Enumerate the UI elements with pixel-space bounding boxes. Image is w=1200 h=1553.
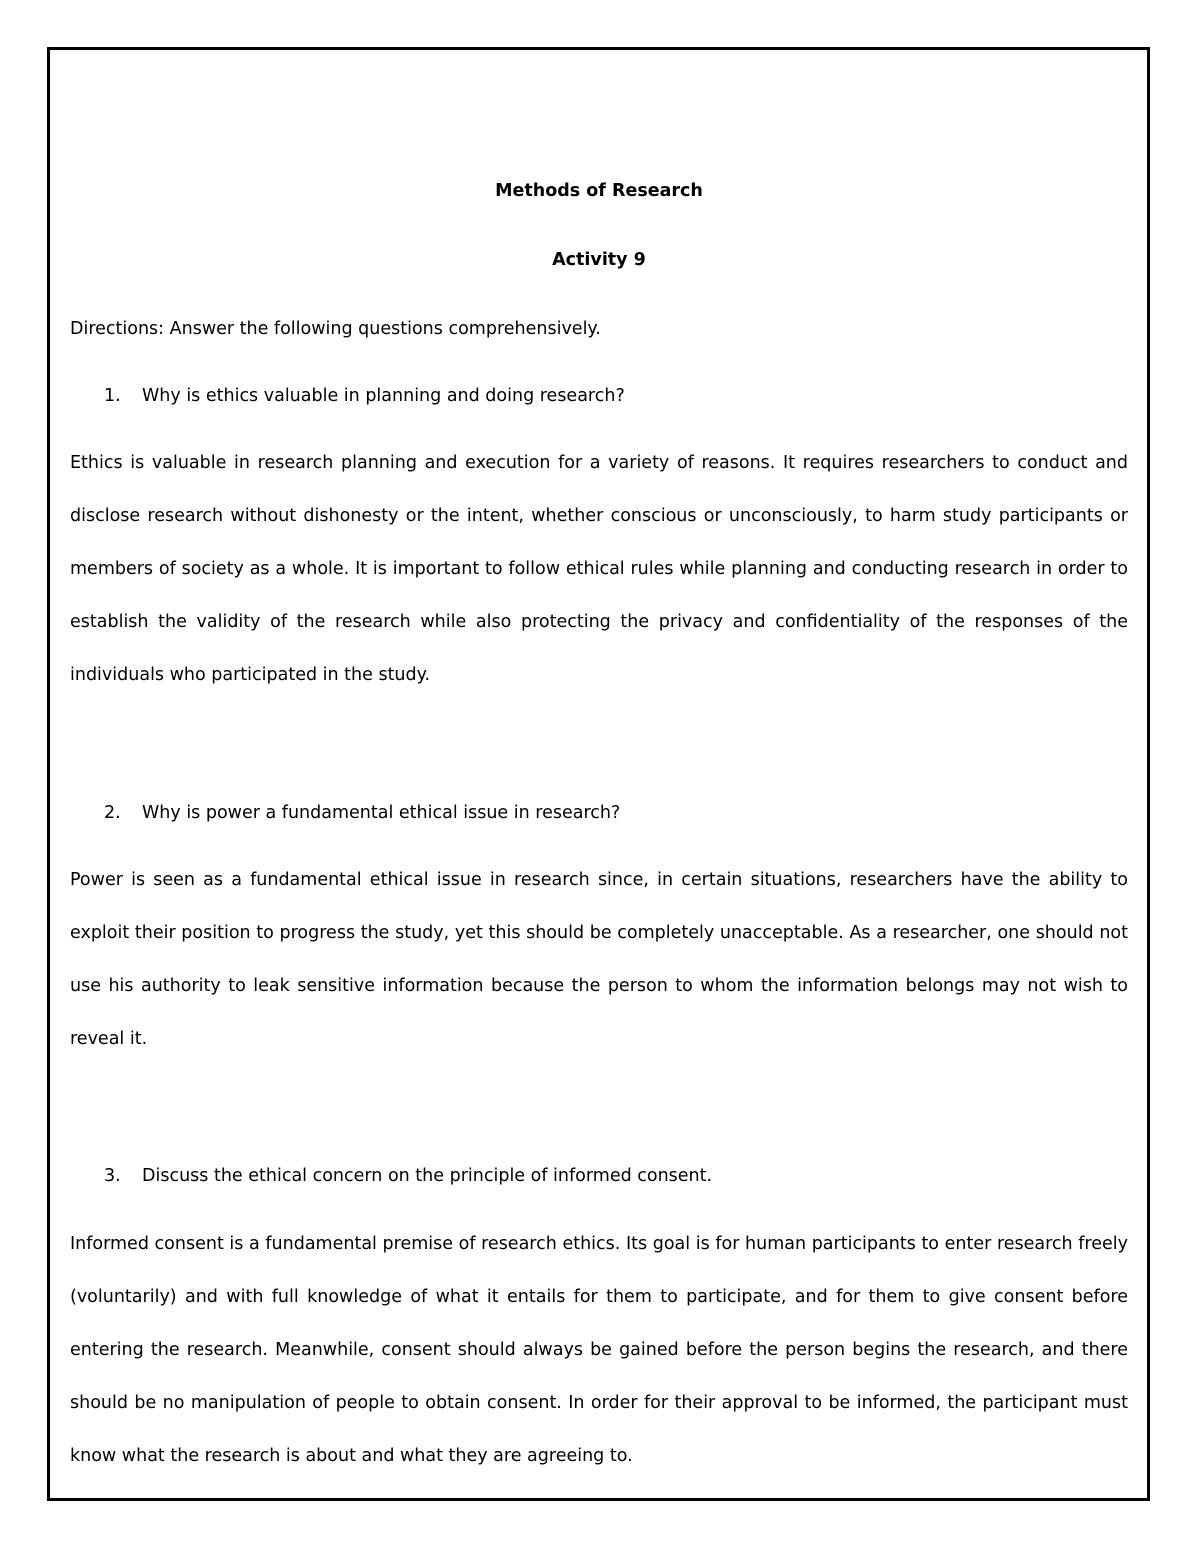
activity-heading: Activity 9: [552, 250, 646, 270]
question-number: 3.: [104, 1166, 121, 1186]
question-number: 2.: [104, 803, 121, 823]
question-text: Discuss the ethical concern on the principle of informed consent.: [142, 1166, 713, 1186]
question-text: Why is ethics valuable in planning and doing research?: [142, 386, 625, 406]
answer-paragraph: Ethics is valuable in research planning and execution for a variety of reasons. It requires researchers to conduct and disclose research without dishonesty or the intent, whether conscious or unconsciously, to harm study participants or members of society as a whole. It is important to follow ethical rules while planning and conducting research in order to establish the validity of the research while also protecting the privacy and confidentiality of the responses of the individuals who participated in the study.: [70, 453, 1128, 685]
question-number: 1.: [104, 386, 121, 406]
document-title: Methods of Research: [495, 181, 703, 201]
answer-paragraph: Informed consent is a fundamental premise of research ethics. Its goal is for human participants to enter research freely (voluntarily) and with full knowledge of what it entails for them to participate, and for them to give consent before entering the research. Meanwhile, consent should always be gained before the person begins the research, and there should be no manipulation of people to obtain consent. In order for their approval to be informed, the participant must know what the research is about and what they are agreeing to.: [70, 1234, 1128, 1466]
question-text: Why is power a fundamental ethical issue in research?: [142, 803, 621, 823]
directions-text: Directions: Answer the following questions comprehensively.: [70, 319, 601, 339]
answer-paragraph: Power is seen as a fundamental ethical issue in research since, in certain situations, researchers have the ability to exploit their position to progress the study, yet this should be completely unacceptable. As a researcher, one should not use his authority to leak sensitive information because the person to whom the information belongs may not wish to reveal it.: [70, 870, 1128, 1049]
